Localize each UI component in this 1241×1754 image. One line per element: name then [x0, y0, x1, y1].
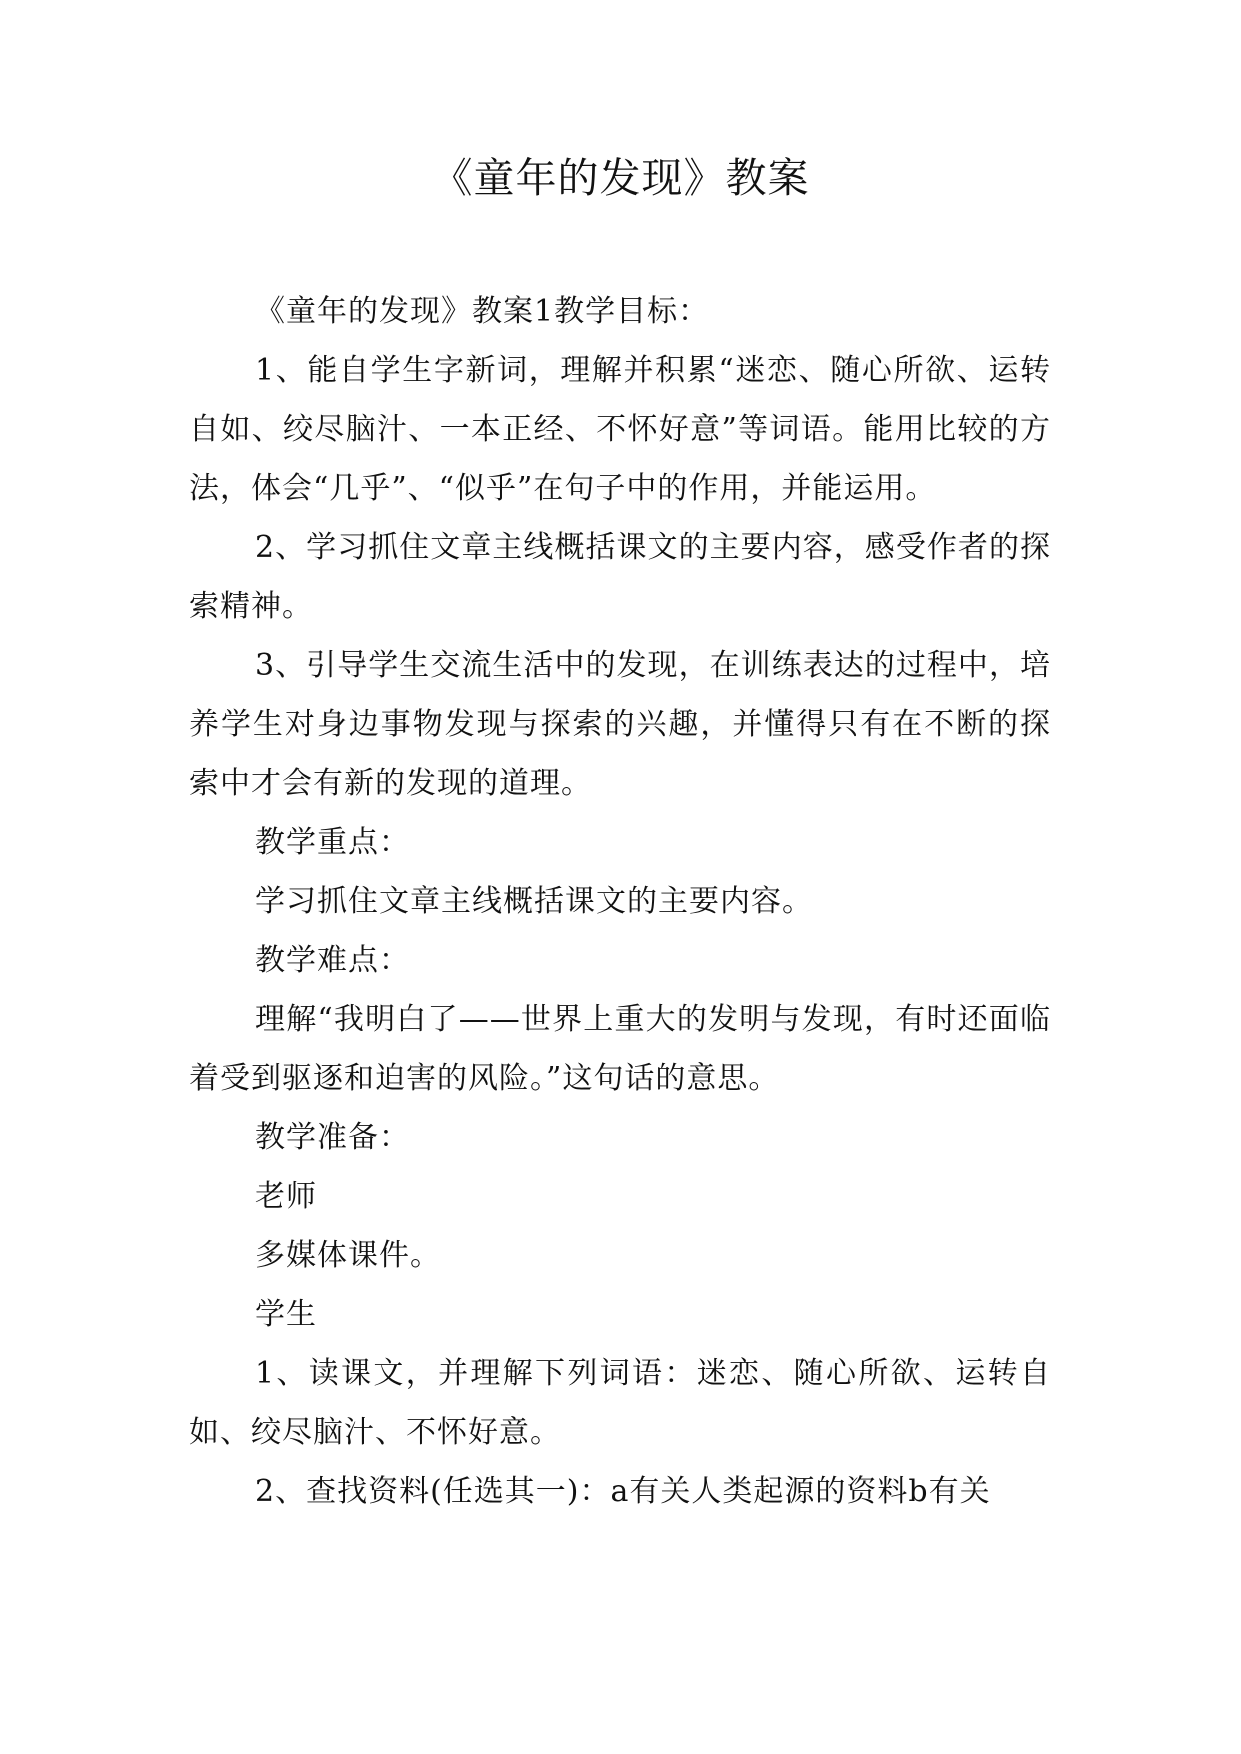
document-body [189, 282, 1051, 1521]
paragraph-student-prep-2: 2、查找资料(任选其一)：a有关人类起源的资料b有关 [255, 1474, 991, 1509]
paragraph-teacher-prep: 多媒体课件。 [255, 1238, 441, 1273]
paragraph-difficulty: 理解“我明白了——世界上重大的发明与发现，有时还面临着受到驱逐和迫害的风险。”这句话的意思。 [189, 1002, 1051, 1096]
paragraph-key-points: 学习抓住文章主线概括课文的主要内容。 [255, 884, 813, 919]
paragraph-teacher-label: 老师 [255, 1179, 317, 1214]
paragraph-heading-objectives: 《童年的发现》教案1教学目标： [255, 294, 710, 329]
paragraph-preparation-label: 教学准备： [255, 1120, 410, 1155]
paragraph-objective-2: 2、学习抓住文章主线概括课文的主要内容，感受作者的探索精神。 [189, 530, 1051, 624]
paragraph-objective-1: 1、能自学生字新词，理解并积累“迷恋、随心所欲、运转自如、绞尽脑汁、一本正经、不怀好意”等词语。能用比较的方法，体会“几乎”、“似乎”在句子中的作用，并能运用。 [189, 353, 1051, 506]
paragraph-student-label: 学生 [255, 1297, 317, 1332]
paragraph-student-prep-1: 1、读课文，并理解下列词语：迷恋、随心所欲、运转自如、绞尽脑汁、不怀好意。 [189, 1356, 1051, 1450]
paragraph-objective-3: 3、引导学生交流生活中的发现，在训练表达的过程中，培养学生对身边事物发现与探索的兴趣，并懂得只有在不断的探索中才会有新的发现的道理。 [189, 648, 1051, 801]
paragraph-difficulty-label: 教学难点： [255, 943, 410, 978]
paragraph-key-points-label: 教学重点： [255, 825, 410, 860]
document-title: 《童年的发现》教案 [431, 154, 810, 202]
